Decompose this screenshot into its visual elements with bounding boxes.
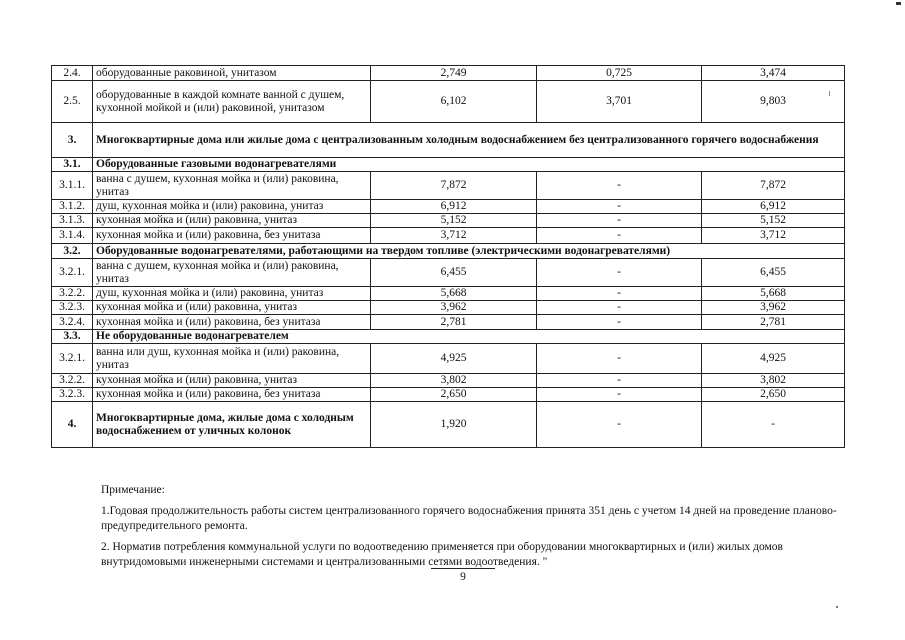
value-cell-1: 5,668 [371,287,537,301]
value-cell-2: - [537,287,702,301]
section-row [52,330,845,344]
row-number: 3.2.1. [52,344,93,374]
row-number: 3.1.2. [52,200,93,214]
value-cell-1: 7,872 [371,172,537,200]
row-number: 3.2.3. [52,301,93,315]
section-row [52,158,845,172]
row-description: ванна или душ, кухонная мойка и (или) раковина, унитаз [93,344,371,374]
value-cell-1: 6,455 [371,259,537,287]
scan-speck [829,91,830,96]
table-body [52,66,845,448]
value-cell-2: - [537,172,702,200]
row-number: 3.2.2. [52,287,93,301]
scan-mark [896,2,901,5]
value-cell-3: - [702,402,845,448]
value-cell-1: 4,925 [371,344,537,374]
table-row [52,214,845,228]
value-cell-3: 7,872 [702,172,845,200]
row-number: 4. [52,402,93,448]
row-description: кухонная мойка и (или) раковина, унитаз [93,374,371,388]
value-cell-1: 3,802 [371,374,537,388]
row-number: 3.1. [52,158,93,172]
row-description: ванна с душем, кухонная мойка и (или) раковина, унитаз [93,172,371,200]
row-description: ванна с душем, кухонная мойка и (или) раковина, унитаз [93,259,371,287]
table-row [52,402,845,448]
row-number: 3.3. [52,330,93,344]
row-number: 3.2.1. [52,259,93,287]
value-cell-1: 5,152 [371,214,537,228]
value-cell-2: - [537,301,702,315]
value-cell-3: 5,668 [702,287,845,301]
row-number: 2.4. [52,66,93,81]
value-cell-2: - [537,402,702,448]
value-cell-3: 6,912 [702,200,845,214]
table-row [52,66,845,81]
value-cell-3: 6,455 [702,259,845,287]
value-cell-1: 3,962 [371,301,537,315]
section-row [52,123,845,158]
table-row [52,315,845,330]
note-1: 1.Годовая продолжительность работы систем централизованного горячего водоснабжения принята 351 день с учетом 14 дней на проведение планово-предупредительного ремонта. [101,505,837,532]
value-cell-3: 4,925 [702,344,845,374]
row-number: 3.2. [52,244,93,259]
page-number: 9 [431,568,495,583]
section-row [52,244,845,259]
table-row [52,287,845,301]
value-cell-3: 2,650 [702,388,845,402]
table-row [52,81,845,123]
section-title: Оборудованные газовыми водонагревателями [93,158,845,172]
note-2: 2. Норматив потребления коммунальной услуги по водоотведению применяется при оборудовании многоквартирных и (или) жилых домов внутридомовыми инженерными системами и централизованными сетями водоотведения. " [101,541,783,568]
row-description: оборудованные в каждой комнате ванной с душем, кухонной мойкой и (или) раковиной, унитазом [93,81,371,123]
table-row [52,344,845,374]
value-cell-3: 3,802 [702,374,845,388]
table-row [52,200,845,214]
row-description: душ, кухонная мойка и (или) раковина, унитаз [93,200,371,214]
row-description: Многоквартирные дома, жилые дома с холодным водоснабжением от уличных колонок [93,402,371,448]
row-description: кухонная мойка и (или) раковина, без унитаза [93,315,371,330]
table-row [52,374,845,388]
row-description: кухонная мойка и (или) раковина, без унитаза [93,228,371,244]
row-number: 3. [52,123,93,158]
row-number: 3.2.2. [52,374,93,388]
row-description: кухонная мойка и (или) раковина, без унитаза [93,388,371,402]
table-row [52,301,845,315]
row-description: душ, кухонная мойка и (или) раковина, унитаз [93,287,371,301]
value-cell-2: - [537,228,702,244]
notes-block [101,483,841,570]
value-cell-2: - [537,374,702,388]
value-cell-1: 3,712 [371,228,537,244]
row-number: 3.2.4. [52,315,93,330]
value-cell-3: 2,781 [702,315,845,330]
notes-title: Примечание: [101,484,165,496]
section-title: Оборудованные водонагревателями, работающими на твердом топливе (электрическими водонагревателями) [93,244,845,259]
section-title: Многоквартирные дома или жилые дома с централизованным холодным водоснабжением без централизованного горячего водоснабжения [93,123,845,158]
value-cell-1: 6,102 [371,81,537,123]
row-number: 2.5. [52,81,93,123]
value-cell-3: 9,803 [702,81,845,123]
value-cell-2: 0,725 [537,66,702,81]
table-row [52,228,845,244]
row-number: 3.2.3. [52,388,93,402]
value-cell-2: - [537,214,702,228]
value-cell-1: 2,650 [371,388,537,402]
row-description: кухонная мойка и (или) раковина, унитаз [93,301,371,315]
normative-table [51,65,845,448]
table-row [52,259,845,287]
table-row [52,388,845,402]
row-description: кухонная мойка и (или) раковина, унитаз [93,214,371,228]
value-cell-2: - [537,388,702,402]
value-cell-1: 1,920 [371,402,537,448]
section-title: Не оборудованные водонагревателем [93,330,845,344]
value-cell-2: - [537,200,702,214]
value-cell-2: - [537,344,702,374]
value-cell-1: 2,781 [371,315,537,330]
value-cell-2: - [537,259,702,287]
value-cell-3: 3,712 [702,228,845,244]
value-cell-3: 5,152 [702,214,845,228]
row-number: 3.1.3. [52,214,93,228]
value-cell-1: 2,749 [371,66,537,81]
value-cell-3: 3,474 [702,66,845,81]
row-number: 3.1.1. [52,172,93,200]
row-number: 3.1.4. [52,228,93,244]
row-description: оборудованные раковиной, унитазом [93,66,371,81]
value-cell-1: 6,912 [371,200,537,214]
table-row [52,172,845,200]
scan-speck [836,606,838,608]
value-cell-3: 3,962 [702,301,845,315]
value-cell-2: 3,701 [537,81,702,123]
value-cell-2: - [537,315,702,330]
